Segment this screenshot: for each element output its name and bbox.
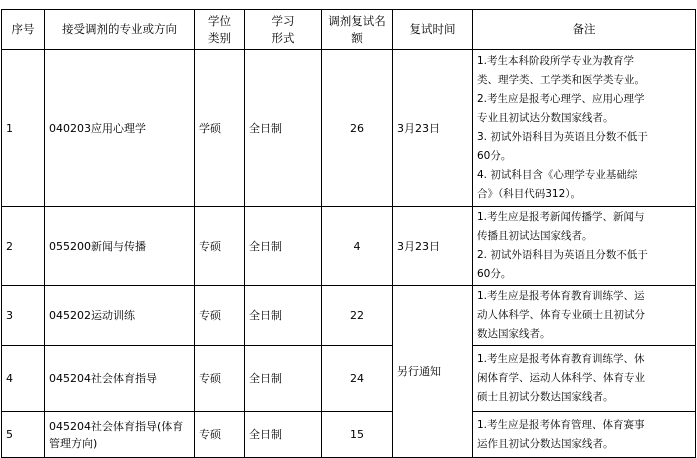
row-seq: 5 xyxy=(2,412,45,458)
row-major: 045204社会体育指导(体育管理方向) xyxy=(45,412,195,458)
header-quota: 调剂复试名 额 xyxy=(322,10,393,50)
header-notes: 备注 xyxy=(473,10,696,50)
row-major: 040203应用心理学 xyxy=(45,50,195,207)
row-degree: 专硕 xyxy=(195,286,245,346)
row-quota: 24 xyxy=(322,346,393,412)
row-time: 3月23日 xyxy=(393,50,473,207)
table-row xyxy=(2,412,696,458)
table-row xyxy=(2,286,696,346)
row-notes: 1.考生应是报考体育教育训练学、运 动人体科学、体育专业硕士且初试分 数达国家线者。 xyxy=(473,286,696,346)
row-study: 全日制 xyxy=(245,346,322,412)
row-study: 全日制 xyxy=(245,412,322,458)
row-quota: 15 xyxy=(322,412,393,458)
adjustment-table xyxy=(1,9,696,458)
row-time: 3月23日 xyxy=(393,207,473,286)
row-study: 全日制 xyxy=(245,207,322,286)
row-study: 全日制 xyxy=(245,50,322,207)
merged-time: 另行通知 xyxy=(393,286,473,458)
row-major: 045204社会体育指导 xyxy=(45,346,195,412)
table-row xyxy=(2,207,696,286)
row-quota: 26 xyxy=(322,50,393,207)
header-row xyxy=(2,10,696,50)
row-major: 055200新闻与传播 xyxy=(45,207,195,286)
header-seq: 序号 xyxy=(2,10,45,50)
table-row xyxy=(2,50,696,207)
header-major: 接受调剂的专业或方向 xyxy=(45,10,195,50)
header-study: 学习 形式 xyxy=(245,10,322,50)
row-seq: 3 xyxy=(2,286,45,346)
row-seq: 2 xyxy=(2,207,45,286)
row-major: 045202运动训练 xyxy=(45,286,195,346)
row-seq: 1 xyxy=(2,50,45,207)
row-quota: 22 xyxy=(322,286,393,346)
row-degree: 专硕 xyxy=(195,412,245,458)
row-notes: 1.考生应是报考体育管理、体育赛事 运作且初试分数达国家线者。 xyxy=(473,412,696,458)
row-degree: 学硕 xyxy=(195,50,245,207)
row-notes: 1.考生应是报考体育教育训练学、休 闲体育学、运动人体科学、体育专业 硕士且初试分数达国家线者。 xyxy=(473,346,696,412)
row-seq: 4 xyxy=(2,346,45,412)
row-study: 全日制 xyxy=(245,286,322,346)
header-time: 复试时间 xyxy=(393,10,473,50)
row-quota: 4 xyxy=(322,207,393,286)
row-degree: 专硕 xyxy=(195,346,245,412)
table-row xyxy=(2,346,696,412)
row-degree: 专硕 xyxy=(195,207,245,286)
row-notes: 1.考生应是报考新闻传播学、新闻与 传播且初试达国家线者。 2. 初试外语科目为英语且分数不低于 60分。 xyxy=(473,207,696,286)
row-notes: 1.考生本科阶段所学专业为教育学 类、理学类、工学类和医学类专业。 2.考生应是报考心理学、应用心理学 专业且初试达分数国家线者。 3. 初试外语科目为英语且分数不低于 60分。 4. 初试科目含《心理学专业基础综 合》（科目代码312）。 xyxy=(473,50,696,207)
header-degree: 学位 类别 xyxy=(195,10,245,50)
